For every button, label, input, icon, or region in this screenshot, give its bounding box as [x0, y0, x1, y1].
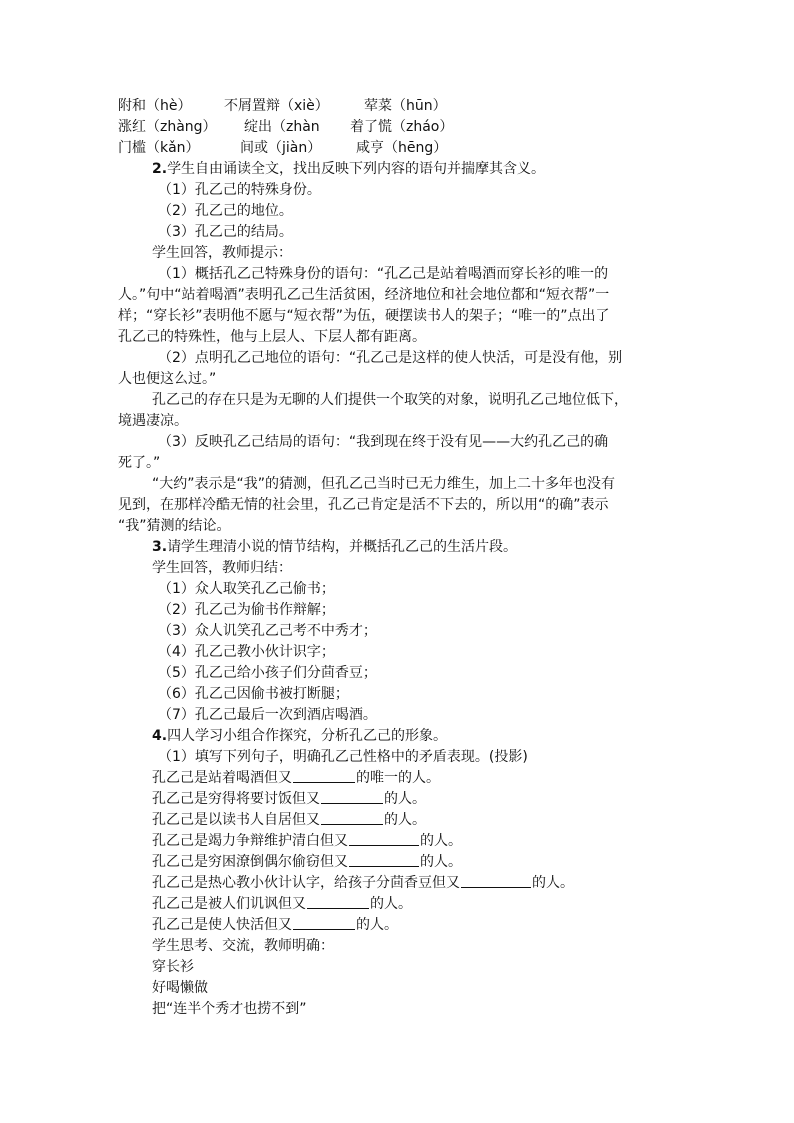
sentence-end: 的人。 — [420, 854, 462, 870]
question-4-sub: （1）填写下列句子，明确孔乙己性格中的矛盾表现。(投影) — [158, 749, 528, 765]
pinyin-word: 荤菜（hūn） — [364, 98, 447, 114]
pinyin-word: 间或（jiàn） — [240, 140, 322, 156]
fill-sentence — [152, 768, 440, 789]
sentence-end: 的人。 — [532, 875, 574, 891]
answer-line: 孔乙己的存在只是为无聊的人们提供一个取笑的对象，说明孔乙己地位低下， — [152, 392, 628, 408]
pinyin-word: 不屑置辩（xiè） — [224, 98, 329, 114]
plot-item: （6）孔乙己因偷书被打断腿； — [158, 686, 349, 702]
answer-blank[interactable] — [349, 853, 419, 867]
question-2-item: （3）孔乙己的结局。 — [158, 224, 293, 240]
plot-item: （5）孔乙己给小孩子们分茴香豆； — [158, 665, 377, 681]
pinyin-word: 涨红（zhàng） — [118, 119, 217, 135]
pinyin-word: 绽出（zhàn — [244, 119, 320, 135]
sentence-start: 孔乙己是穷得将要讨饭但又 — [152, 791, 320, 807]
teacher-hint-label: 学生回答，教师提示： — [152, 245, 292, 261]
teacher-summary-label: 学生回答，教师归结： — [152, 560, 292, 576]
sentence-start: 孔乙己是竭力争辩维护清白但又 — [152, 833, 348, 849]
question-2-item: （2）孔乙己的地位。 — [158, 203, 293, 219]
fill-sentence — [152, 894, 412, 915]
sentence-start: 孔乙己是热心教小伙计认字，给孩子分茴香豆但又 — [152, 875, 460, 891]
question-4-title — [152, 726, 447, 747]
answer-blank[interactable] — [293, 769, 355, 783]
plot-item: （1）众人取笑孔乙己偷书； — [158, 581, 335, 597]
answer-line: 样；“穿长衫”表明他不愿与“短衣帮”为伍，硬摆读书人的架子；“唯一的”点出了 — [118, 308, 610, 324]
sentence-end: 的人。 — [384, 791, 426, 807]
question-text: 学生自由诵读全文，找出反映下列内容的语句并揣摩其含义。 — [167, 161, 546, 177]
question-text: 请学生理清小说的情节结构，并概括孔乙己的生活片段。 — [167, 539, 518, 555]
answer-blank[interactable] — [321, 811, 383, 825]
sentence-start: 孔乙己是以读书人自居但又 — [152, 812, 320, 828]
plot-item: （3）众人讥笑孔乙己考不中秀才； — [158, 623, 377, 639]
sentence-end: 的唯一的人。 — [356, 770, 440, 786]
question-2-title — [152, 159, 545, 180]
fill-sentence — [152, 789, 426, 810]
plot-item: （7）孔乙己最后一次到酒店喝酒。 — [158, 707, 377, 723]
answer-blank[interactable] — [461, 874, 531, 888]
answer-line: （3）反映孔乙己结局的语句：“我到现在终于没有见——大约孔乙己的确 — [158, 434, 609, 450]
answer-line: （1）概括孔乙己特殊身份的语句：“孔乙己是站着喝酒而穿长衫的唯一的 — [158, 266, 609, 282]
sentence-end: 的人。 — [384, 812, 426, 828]
answer-item: 把“连半个秀才也捞不到” — [152, 1001, 307, 1017]
answer-blank[interactable] — [321, 790, 383, 804]
question-3-title — [152, 537, 517, 558]
question-2-item: （1）孔乙己的特殊身份。 — [158, 182, 321, 198]
pinyin-word: 门槛（kǎn） — [118, 140, 200, 156]
question-number: 2. — [152, 161, 168, 177]
pinyin-word: 附和（hè） — [118, 98, 192, 114]
answer-line: 见到，在那样冷酷无情的社会里，孔乙己肯定是活不下去的，所以用“的确”表示 — [118, 497, 609, 513]
answer-item: 穿长衫 — [152, 959, 194, 975]
answer-line: “大约”表示是“我”的猜测，但孔乙己当时已无力维生，加上二十多年也没有 — [152, 476, 616, 492]
question-number: 3. — [152, 539, 168, 555]
fill-sentence — [152, 873, 574, 894]
sentence-end: 的人。 — [356, 917, 398, 933]
answer-blank[interactable] — [307, 895, 369, 909]
sentence-start: 孔乙己是穷困潦倒偶尔偷窃但又 — [152, 854, 348, 870]
fill-sentence — [152, 810, 426, 831]
sentence-end: 的人。 — [420, 833, 462, 849]
pinyin-row-2 — [118, 117, 454, 138]
fill-sentence — [152, 852, 462, 873]
sentence-start: 孔乙己是站着喝酒但又 — [152, 770, 292, 786]
pinyin-row-1 — [118, 96, 447, 117]
plot-item: （4）孔乙己教小伙计识字； — [158, 644, 335, 660]
sentence-start: 孔乙己是被人们讥讽但又 — [152, 896, 306, 912]
answer-line: 死了。” — [118, 455, 161, 471]
sentence-end: 的人。 — [370, 896, 412, 912]
answer-line: 境遇凄凉。 — [118, 413, 188, 429]
answer-line: 人。”句中“站着喝酒”表明孔乙己生活贫困，经济地位和社会地位都和“短衣帮”一 — [118, 287, 610, 303]
answer-blank[interactable] — [349, 832, 419, 846]
fill-sentence — [152, 915, 398, 936]
sentence-start: 孔乙己是使人快活但又 — [152, 917, 292, 933]
teacher-answer-label: 学生思考、交流，教师明确： — [152, 938, 334, 954]
answer-line: “我”猜测的结论。 — [118, 518, 231, 534]
answer-line: 孔乙己的特殊性，他与上层人、下层人都有距离。 — [118, 329, 426, 345]
answer-item: 好喝懒做 — [152, 980, 208, 996]
question-text: 四人学习小组合作探究，分析孔乙己的形象。 — [167, 728, 448, 744]
answer-line: （2）点明孔乙己地位的语句：“孔乙己是这样的使人快活，可是没有他，别 — [158, 350, 623, 366]
answer-line: 人也便这么过。” — [118, 371, 217, 387]
fill-sentence — [152, 831, 462, 852]
question-number: 4. — [152, 728, 168, 744]
pinyin-word: 着了慌（zháo） — [350, 119, 454, 135]
answer-blank[interactable] — [293, 916, 355, 930]
pinyin-row-3 — [118, 138, 448, 159]
pinyin-word: 咸亨（hēng） — [356, 140, 448, 156]
plot-item: （2）孔乙己为偷书作辩解； — [158, 602, 335, 618]
